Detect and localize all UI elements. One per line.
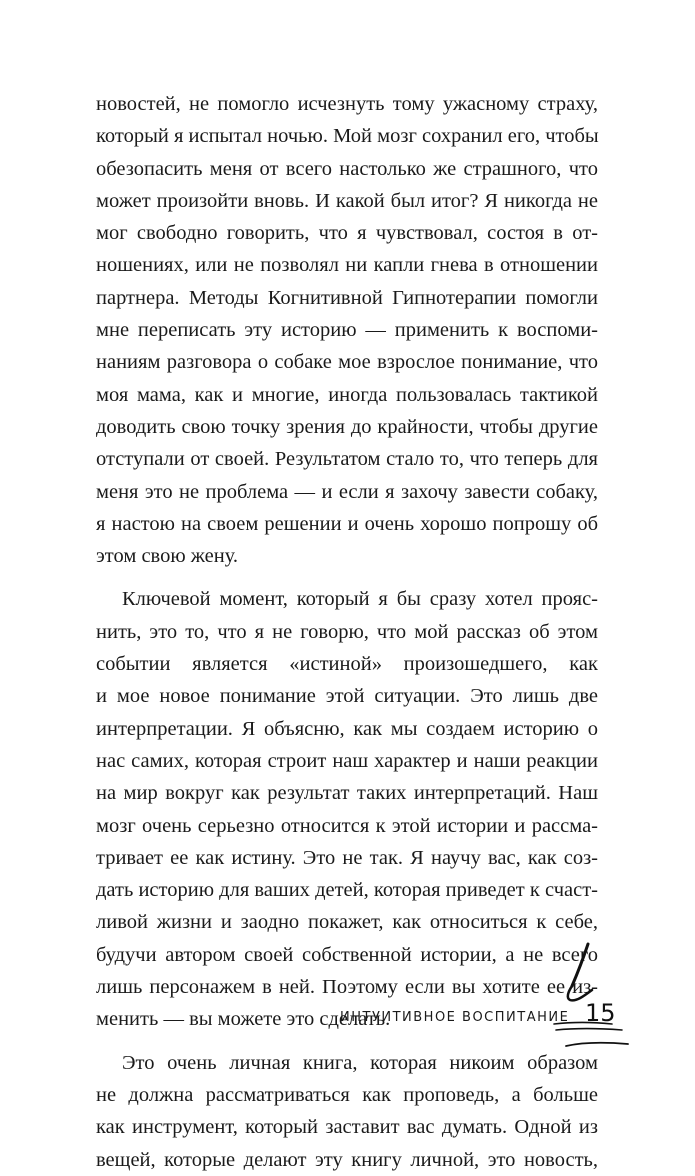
text-line: менить — вы можете это сделать. — [96, 1008, 391, 1031]
text-line: я настою на своем решении и очень хорошо попрошу об — [96, 512, 598, 535]
text-line: моя мама, как и многие, иногда пользовалась тактикой — [96, 383, 598, 406]
text-line: вещей, которые делают эту книгу личной, это новость, — [96, 1148, 598, 1171]
text-line: лишь персонажем в ней. Поэтому если вы хотите ее из- — [96, 976, 598, 999]
text-line: доводить свою точку зрения до крайности, чтобы другие — [96, 415, 598, 438]
text-line: тривает ее как истину. Это не так. Я научу вас, как соз- — [96, 846, 598, 869]
text-line: новостей, не помогло исчезнуть тому ужасному страху, — [96, 93, 598, 115]
text-line: может произойти вновь. И какой был итог? Я никогда не — [96, 189, 598, 212]
text-line: как инструмент, который заставит вас думать. Одной из — [96, 1116, 598, 1139]
text-line: обезопасить меня от всего настолько же страшного, что — [96, 157, 598, 180]
page-footer — [300, 999, 640, 1052]
text-line: Ключевой момент, который я бы сразу хотел прояс- — [122, 588, 598, 611]
page-number: 15 — [585, 999, 616, 1027]
text-line: будучи автором своей собственной истории, а не всего — [96, 943, 598, 966]
text-line: на мир вокруг как результат таких интерпретаций. Наш — [96, 782, 598, 805]
text-line: наниям разговора о собаке мое взрослое понимание, что — [96, 351, 598, 374]
text-line: Это очень личная книга, которая никоим образом — [122, 1051, 598, 1074]
book-title: ИНТУИТИВНОЕ ВОСПИТАНИЕ — [340, 1010, 570, 1025]
text-line: нас самих, которая строит наш характер и наши реакции — [96, 749, 598, 772]
text-line: мозг очень серьезно относится к этой истории и рассма- — [96, 814, 598, 837]
paragraph-gap — [96, 572, 598, 583]
text-line: этом свою жену. — [96, 545, 239, 568]
text-line: интерпретации. Я объясню, как мы создаем историю о — [96, 717, 598, 740]
text-line: ношениях, или не позволял ни капли гнева в отношении — [96, 254, 598, 277]
text-line: и мое новое понимание этой ситуации. Это лишь две — [96, 685, 598, 708]
text-line: не должна рассматриваться как проповедь, а больше — [96, 1083, 598, 1106]
text-line: дать историю для ваших детей, которая приведет к счаст- — [96, 879, 598, 902]
text-line: мог свободно говорить, что я чувствовал, состоя в от- — [96, 222, 598, 245]
text-line: партнера. Методы Когнитивной Гипнотерапии помогли — [96, 286, 598, 309]
text-line: который я испытал ночью. Мой мозг сохранил его, чтобы — [96, 125, 599, 148]
text-line: событии является «истиной» произошедшего, как — [96, 653, 598, 676]
text-line: нить, это то, что я не говорю, что мой рассказ об этом — [96, 620, 598, 643]
text-line: мне переписать эту историю — применить к воспоми- — [96, 319, 598, 342]
text-line: отступали от своей. Результатом стало то, что теперь для — [96, 448, 598, 471]
text-line: ливой жизни и заодно покажет, как относиться к себе, — [96, 911, 598, 934]
text-line: меня это не проблема — и если я захочу завести собаку, — [96, 480, 598, 503]
